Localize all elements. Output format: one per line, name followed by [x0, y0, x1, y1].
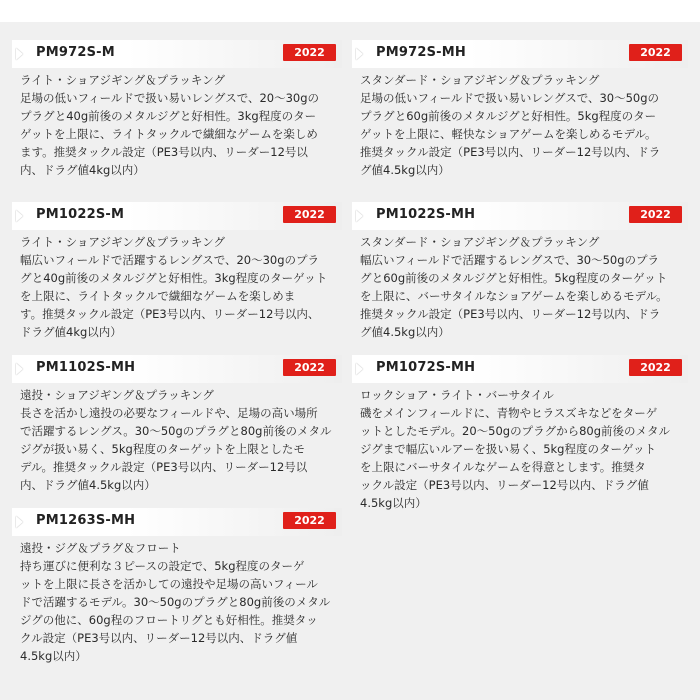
description-line: 内、ドラグ値4kg以内） [20, 163, 145, 177]
model-name: PM1022S-MH [376, 207, 476, 222]
year-badge: 2022 [283, 359, 336, 376]
year-badge: 2022 [283, 206, 336, 223]
description-line: を上限にバーサタイルなゲームを得意とします。推奨タ [360, 460, 646, 474]
card-header [352, 355, 688, 383]
description-line: ドラグ値4kg以内） [20, 325, 122, 339]
category-label: ライト・ショアジギング＆プラッキング [20, 235, 226, 249]
model-name: PM1102S-MH [36, 360, 136, 375]
description-line: プラグと60g前後のメタルジグと好相性。5kg程度のター [360, 109, 657, 123]
description-line: ットとしたモデル。20～50gのプラグから80g前後のメタル [360, 424, 671, 438]
category-label: 遠投・ジグ＆プラグ＆フロート [20, 541, 181, 555]
model-name: PM1263S-MH [36, 513, 136, 528]
product-card [12, 508, 342, 665]
description [20, 251, 334, 341]
category-label: スタンダード・ショアジギング＆プラッキング [360, 73, 600, 87]
description-line: ゲットを上限に、軽快なショアゲームを楽しめるモデル。 [360, 127, 657, 141]
card-header [12, 355, 342, 383]
card-header [352, 202, 688, 230]
description-line: ドで活躍するモデル。30～50gのプラグと80g前後のメタル [20, 595, 331, 609]
description [360, 251, 680, 341]
description [360, 89, 680, 179]
product-card [352, 355, 688, 512]
description-line: デル。推奨タックル設定（PE3号以内、リーダー12号以 [20, 460, 308, 474]
description-line: 幅広いフィールドで活躍するレングスで、30～50gのプラ [360, 253, 660, 267]
description-line: ジグの他に、60g程のフロートリグとも好相性。推奨タッ [20, 613, 318, 627]
triangle-bullet-icon [356, 363, 363, 375]
description-line: ジグが扱い易く、5kg程度のターゲットを上限としたモ [20, 442, 305, 456]
triangle-bullet-icon [356, 48, 363, 60]
description-line: を上限に、バーサタイルなショアゲームを楽しめるモデル。 [360, 289, 668, 303]
year-badge: 2022 [629, 44, 682, 61]
description-line: 4.5kg以内） [360, 496, 427, 510]
product-card [12, 40, 342, 179]
model-name: PM1072S-MH [376, 360, 476, 375]
description-line: グ値4.5kg以内） [360, 325, 450, 339]
triangle-bullet-icon [16, 363, 23, 375]
description-line: クル設定（PE3号以内、リーダー12号以内、ドラグ値 [20, 631, 298, 645]
triangle-bullet-icon [16, 210, 23, 222]
description [360, 404, 680, 512]
description-line: 足場の低いフィールドで扱い易いレングスで、20～30gの [20, 91, 320, 105]
category-label: ライト・ショアジギング＆プラッキング [20, 73, 226, 87]
year-badge: 2022 [283, 512, 336, 529]
description-line: グ値4.5kg以内） [360, 163, 450, 177]
description-line: で活躍するレングス。30～50gのプラグと80g前後のメタル [20, 424, 332, 438]
description-line: ジグまで幅広いルアーを扱い易く、5kg程度のターゲット [360, 442, 657, 456]
description-line: ットを上限に長さを活かしての遠投や足場の高いフィール [20, 577, 318, 591]
description-line: 磯をメインフィールドに、青物やヒラスズキなどをターゲ [360, 406, 658, 420]
description-line: 4.5kg以内） [20, 649, 87, 663]
description-line: 内、ドラグ値4.5kg以内） [20, 478, 156, 492]
product-card [352, 202, 688, 341]
category-label: スタンダード・ショアジギング＆プラッキング [360, 235, 600, 249]
triangle-bullet-icon [16, 516, 23, 528]
card-header [352, 40, 688, 68]
category-label: ロックショア・ライト・バーサタイル [360, 388, 554, 402]
product-card [12, 355, 342, 494]
year-badge: 2022 [629, 359, 682, 376]
description-line: グと40g前後のメタルジグと好相性。3kg程度のターゲット [20, 271, 328, 285]
description [20, 557, 334, 665]
triangle-bullet-icon [356, 210, 363, 222]
description-line: 幅広いフィールドで活躍するレングスで、20～30gのプラ [20, 253, 320, 267]
product-card [12, 202, 342, 341]
description-line: ゲットを上限に、ライトタックルで繊細なゲームを楽しめ [20, 127, 318, 141]
description-line: 持ち運びに便利な３ピースの設定で、5kg程度のターゲ [20, 559, 305, 573]
category-label: 遠投・ショアジギング＆プラッキング [20, 388, 214, 402]
year-badge: 2022 [283, 44, 336, 61]
description-line: を上限に、ライトタックルで繊細なゲームを楽しめま [20, 289, 296, 303]
description-line: プラグと40g前後のメタルジグと好相性。3kg程度のター [20, 109, 317, 123]
model-name: PM972S-MH [376, 45, 466, 60]
year-badge: 2022 [629, 206, 682, 223]
description-line: 長さを活かし遠投の必要なフィールドや、足場の高い場所 [20, 406, 318, 420]
description-line: グと60g前後のメタルジグと好相性。5kg程度のターゲット [360, 271, 668, 285]
triangle-bullet-icon [16, 48, 23, 60]
description [20, 89, 334, 179]
card-header [12, 202, 342, 230]
description-line: す。推奨タックル設定（PE3号以内、リーダー12号以内、 [20, 307, 320, 321]
description [20, 404, 334, 494]
product-grid [0, 22, 700, 700]
description-line: 足場の低いフィールドで扱い易いレングスで、30～50gの [360, 91, 660, 105]
description-line: ます。推奨タックル設定（PE3号以内、リーダー12号以 [20, 145, 308, 159]
model-name: PM972S-M [36, 45, 115, 60]
card-header [12, 40, 342, 68]
description-line: 推奨タックル設定（PE3号以内、リーダー12号以内、ドラ [360, 307, 661, 321]
card-header [12, 508, 342, 536]
product-card [352, 40, 688, 179]
description-line: 推奨タックル設定（PE3号以内、リーダー12号以内、ドラ [360, 145, 661, 159]
description-line: ックル設定（PE3号以内、リーダー12号以内、ドラグ値 [360, 478, 649, 492]
model-name: PM1022S-M [36, 207, 125, 222]
